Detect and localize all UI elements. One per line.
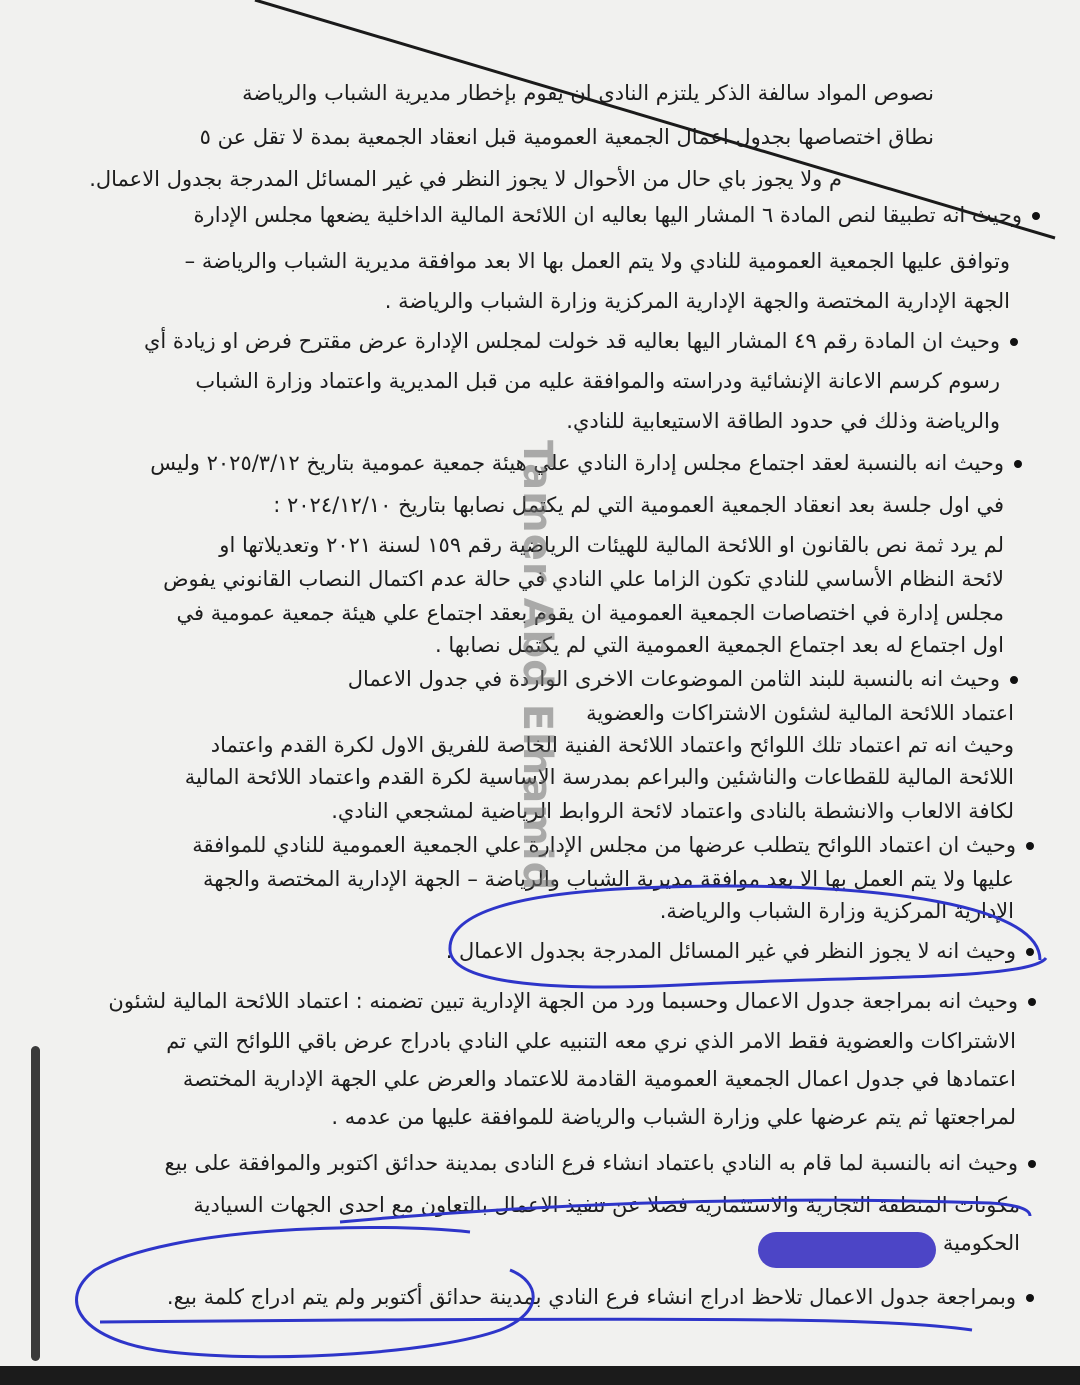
text-line-24: وحيث انه لا يجوز النظر في غير المسائل المدرجة بجدول الاعمال . [445,939,1016,963]
text-line-8: رسوم كرسم الاعانة الإنشائية ودراسته والموافقة عليه من قبل المديرية واعتماد وزارة الشباب [195,369,1000,393]
text-line-21: وحيث ان اعتماد اللوائح يتطلب عرضها من مجلس الإدارة علي الجمعية العمومية للنادي للموافقة [192,833,1016,857]
text-line-31: الحكومية [942,1231,1020,1255]
text-line-18: وحيث انه تم اعتماد تلك اللوائح واعتماد اللائحة الفنية الخاصة للفريق الاول لكرة القدم واعتماد [210,733,1014,757]
pen-circle-agenda-rule [450,886,1046,987]
text-line-25: وحيث انه بمراجعة جدول الاعمال وحسبما ورد من الجهة الإدارية تبين تضمنه : اعتماد اللائحة المالية لشئون [108,989,1018,1013]
text-line-11: في اول جلسة بعد انعقاد الجمعية العمومية التي لم يكتمل نصابها بتاريخ ٢٠٢٤/١٢/١٠ : [273,493,1004,517]
scrollbar[interactable] [31,1046,40,1361]
text-line-13: لائحة النظام الأساسي للنادي تكون الزاما علي النادي في حالة عدم اكتمال النصاب القانوني يفوض [163,567,1004,591]
text-line-29: وحيث انه بالنسبة لما قام به النادي باعتماد انشاء فرع النادى بمدينة حدائق اكتوبر والموافقة على بيع [164,1151,1018,1175]
text-line-4: وحيث انه تطبيقا لنص المادة ٦ المشار اليها بعاليه ان اللائحة المالية الداخلية يضعها مجلس الإدارة [193,203,1022,227]
text-line-19: اللائحة المالية للقطاعات والناشئين والبراعم بمدرسة الاساسية لكرة القدم واعتماد اللائحة المالية [184,765,1014,789]
text-line-9: والرياضة وذلك في حدود الطاقة الاستيعابية للنادي. [566,409,1000,433]
text-line-27: اعتمادها في جدول اعمال الجمعية العمومية القادمة للاعتماد والعرض علي الجهة الإدارية المختصة [182,1067,1016,1091]
text-line-1: نصوص المواد سالفة الذكر يلتزم النادي ان يقوم بإخطار مديرية الشباب والرياضة [242,81,934,105]
text-line-5: وتوافق عليها الجمعية العمومية للنادي ولا يتم العمل بها الا بعد موافقة مديرية الشباب والرياضة – [184,249,1010,273]
text-line-2: نطاق اختصاصها بجدول اعمال الجمعية العمومية قبل انعقاد الجمعية بمدة لا تقل عن ٥ [199,125,934,149]
text-line-32: وبمراجعة جدول الاعمال تلاحظ ادراج انشاء فرع النادي بمدينة حدائق أكتوبر ولم يتم ادراج كلمة بيع. [166,1285,1016,1309]
text-line-17: اعتماد اللائحة المالية لشئون الاشتراكات والعضوية [586,701,1014,725]
text-line-28: لمراجعتها ثم يتم عرضها علي وزارة الشباب والرياضة للموافقة عليها من عدمه . [331,1105,1016,1129]
text-line-30: مكونات المنطقة التجارية والاستثمارية فضلا عن تنفيذ الاعمال بالتعاون مع احدى الجهات السيادية [193,1193,1020,1217]
text-line-10: وحيث انه بالنسبة لعقد اجتماع مجلس إدارة النادي علي هيئة جمعية عمومية بتاريخ ٢٠٢٥/٣/١٢ وليس [150,451,1004,475]
text-line-7: وحيث ان المادة رقم ٤٩ المشار اليها بعاليه قد خولت لمجلس الإدارة عرض مقترح فرض او زيادة أي [143,329,1000,353]
pen-underline-branch [340,1200,1030,1222]
watermark: Tamer Abd Elhamid [514,440,560,892]
text-line-23: الإدارية المركزية وزارة الشباب والرياضة. [659,899,1014,923]
text-line-26: الاشتراكات والعضوية فقط الامر الذي نري معه التنبيه علي النادي بادراج عرض باقي اللوائح التي تم [166,1029,1016,1053]
text-line-3: م ولا يجوز باي حال من الأحوال لا يجوز النظر في غير المسائل المدرجة بجدول الاعمال. [89,167,842,191]
pen-circle-note [77,1227,534,1356]
text-line-22: عليها ولا يتم العمل بها الا بعد موافقة مديرية الشباب والرياضة – الجهة الإدارية المختصة والجهة [203,867,1014,891]
pen-underline-note [100,1319,972,1330]
text-line-6: الجهة الإدارية المختصة والجهة الإدارية المركزية وزارة الشباب والرياضة . [384,289,1010,313]
text-line-15: اول اجتماع له بعد اجتماع الجمعية العمومية التي لم يكتمل نصابها . [435,633,1004,657]
text-line-14: مجلس إدارة في اختصاصات الجمعية العمومية ان يقوم بعقد اجتماع علي هيئة جمعية عمومية في [176,601,1004,625]
text-line-20: لكافة الالعاب والانشطة بالنادى واعتماد لائحة الروابط الرياضية لمشجعي النادي. [331,799,1014,823]
text-line-16: وحيث انه بالنسبة للبند الثامن الموضوعات الاخرى الواردة في جدول الاعمال [347,667,1000,691]
text-line-12: لم يرد ثمة نص بالقانون او اللائحة المالية للهيئات الرياضية رقم ١٥٩ لسنة ٢٠٢١ وتعديلاتها او [219,533,1004,557]
